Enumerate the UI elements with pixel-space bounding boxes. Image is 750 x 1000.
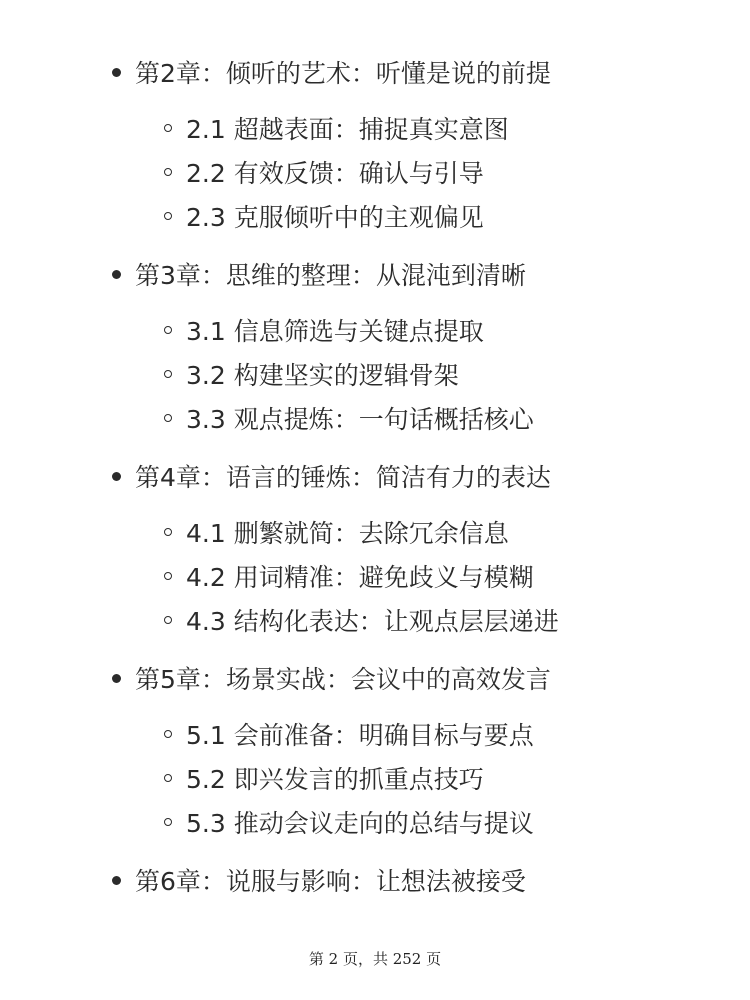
chapter-item xyxy=(112,52,551,92)
chapter-title: 第3章：思维的整理：从混沌到清晰 xyxy=(135,261,526,290)
chapter-item xyxy=(112,456,551,496)
section-item xyxy=(164,152,484,192)
filled-bullet-icon xyxy=(112,674,121,683)
hollow-bullet-icon xyxy=(164,616,172,624)
section-item xyxy=(164,714,534,754)
section-title: 5.1 会前准备：明确目标与要点 xyxy=(186,721,534,750)
chapter-title: 第4章：语言的锤炼：简洁有力的表达 xyxy=(135,463,551,492)
section-item xyxy=(164,398,534,438)
section-item xyxy=(164,108,509,148)
hollow-bullet-icon xyxy=(164,212,172,220)
section-title: 3.3 观点提炼：一句话概括核心 xyxy=(186,405,534,434)
page-number-footer: 第 2 页，共 252 页 xyxy=(308,950,442,968)
hollow-bullet-icon xyxy=(164,370,172,378)
section-item xyxy=(164,758,484,798)
chapter-item xyxy=(112,860,526,900)
hollow-bullet-icon xyxy=(164,730,172,738)
hollow-bullet-icon xyxy=(164,572,172,580)
chapter-title: 第5章：场景实战：会议中的高效发言 xyxy=(135,665,551,694)
chapter-title: 第2章：倾听的艺术：听懂是说的前提 xyxy=(135,59,551,88)
filled-bullet-icon xyxy=(112,472,121,481)
section-title: 2.3 克服倾听中的主观偏见 xyxy=(186,203,484,232)
section-title: 4.2 用词精准：避免歧义与模糊 xyxy=(186,563,534,592)
section-title: 4.1 删繁就简：去除冗余信息 xyxy=(186,519,509,548)
chapter-item xyxy=(112,254,526,294)
hollow-bullet-icon xyxy=(164,528,172,536)
hollow-bullet-icon xyxy=(164,414,172,422)
hollow-bullet-icon xyxy=(164,774,172,782)
section-title: 2.2 有效反馈：确认与引导 xyxy=(186,159,484,188)
filled-bullet-icon xyxy=(112,876,121,885)
hollow-bullet-icon xyxy=(164,124,172,132)
filled-bullet-icon xyxy=(112,270,121,279)
section-item xyxy=(164,802,534,842)
section-title: 2.1 超越表面：捕捉真实意图 xyxy=(186,115,509,144)
section-title: 4.3 结构化表达：让观点层层递进 xyxy=(186,607,559,636)
section-item xyxy=(164,196,484,236)
hollow-bullet-icon xyxy=(164,818,172,826)
hollow-bullet-icon xyxy=(164,326,172,334)
section-title: 3.1 信息筛选与关键点提取 xyxy=(186,317,484,346)
section-item xyxy=(164,310,484,350)
section-item xyxy=(164,600,559,640)
section-title: 5.3 推动会议走向的总结与提议 xyxy=(186,809,534,838)
section-title: 5.2 即兴发言的抓重点技巧 xyxy=(186,765,484,794)
filled-bullet-icon xyxy=(112,68,121,77)
section-item xyxy=(164,512,509,552)
section-item xyxy=(164,354,459,394)
chapter-title: 第6章：说服与影响：让想法被接受 xyxy=(135,867,526,896)
hollow-bullet-icon xyxy=(164,168,172,176)
chapter-item xyxy=(112,658,551,698)
section-title: 3.2 构建坚实的逻辑骨架 xyxy=(186,361,459,390)
section-item xyxy=(164,556,534,596)
